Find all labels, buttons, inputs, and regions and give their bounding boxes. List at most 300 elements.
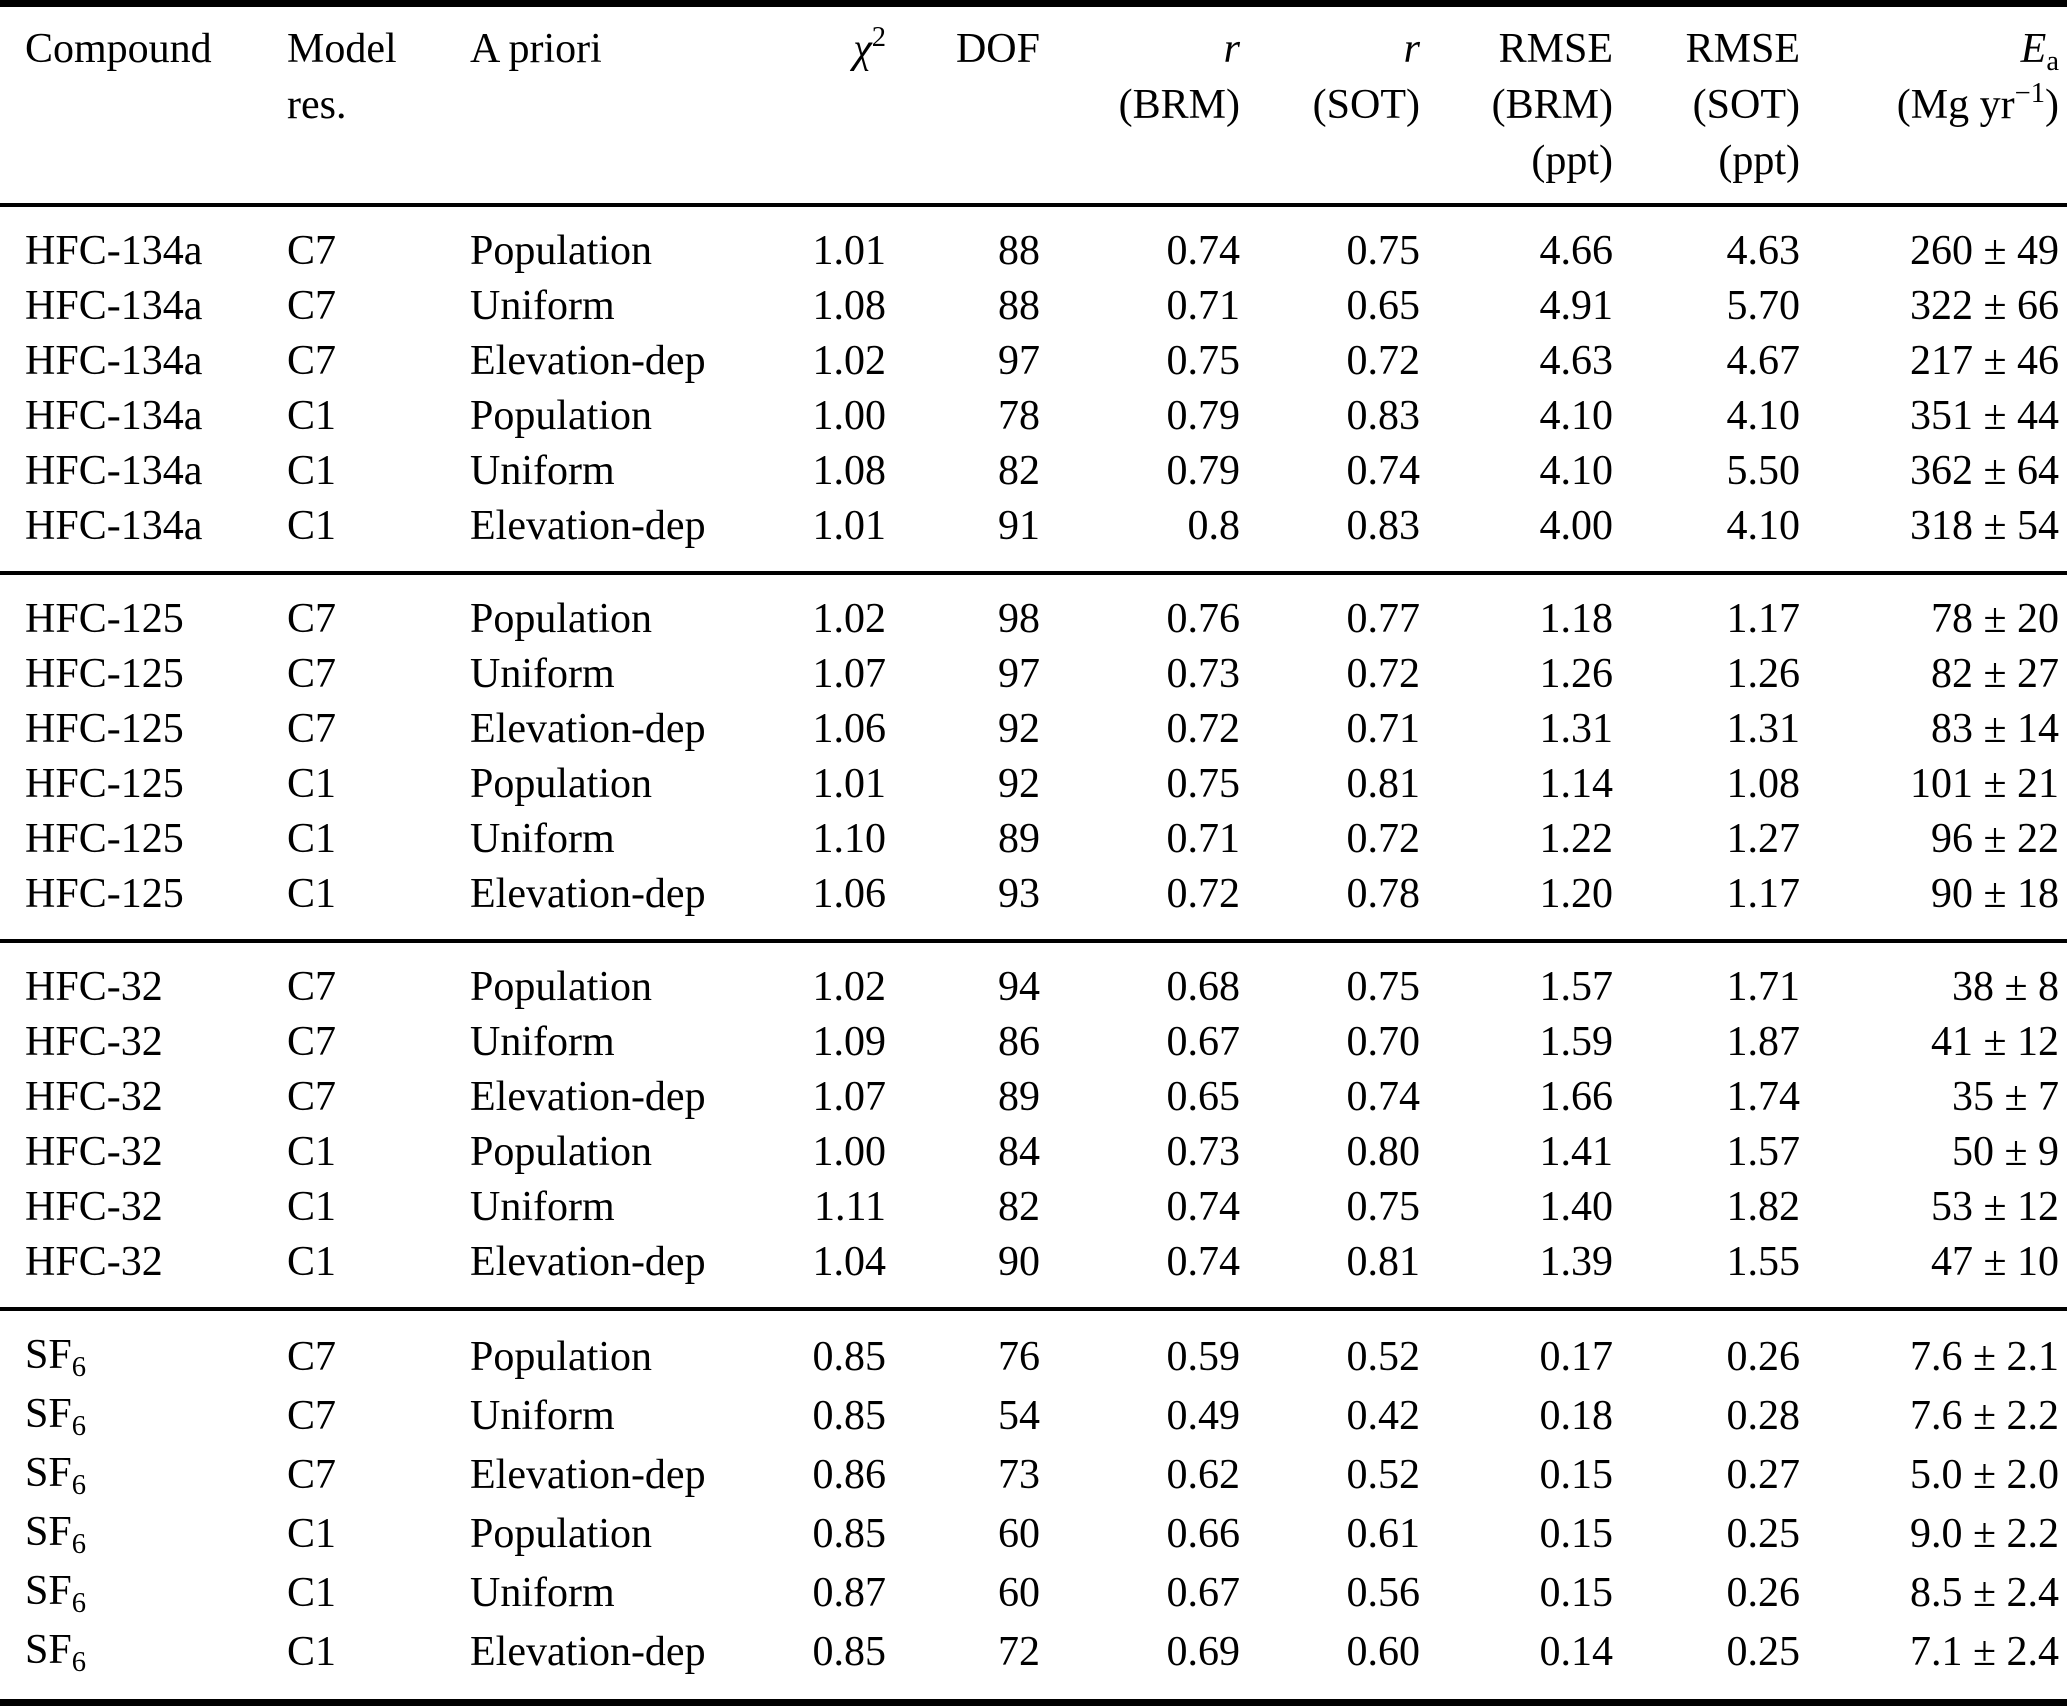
table-row [0,279,2067,334]
column-header-chi-squared [776,4,886,206]
cell-r-sot: 0.74 [1346,448,1420,494]
cell-r-sot: 0.65 [1346,283,1420,329]
cell-compound [0,941,287,1015]
cell-ea: 7.1 ± 2.4 [1909,1629,2059,1675]
cell-r-sot: 0.81 [1346,761,1420,807]
cell-rmse-sot: 4.67 [1726,338,1800,384]
cell-rmse-sot: 4.63 [1726,228,1800,274]
text-run: HFC-134a [25,448,203,494]
cell-r-brm: 0.74 [1166,1184,1240,1230]
cell-chi-squared: 1.07 [812,651,886,697]
cell-chi-squared: 1.02 [812,964,886,1010]
cell-chi-squared: 1.04 [812,1239,886,1285]
cell-rmse-brm: 1.26 [1539,651,1613,697]
cell-rmse-sot: 1.31 [1726,706,1800,752]
cell-r-brm: 0.66 [1166,1511,1240,1557]
cell-model-res: C1 [287,816,337,862]
cell-a-priori: Uniform [470,448,615,494]
cell-rmse-brm: 1.31 [1539,706,1613,752]
cell-rmse-brm: 1.39 [1539,1239,1613,1285]
text-run: RMSE [1685,26,1800,72]
table-row [0,573,2067,647]
text-run: HFC-32 [25,1239,163,1285]
cell-compound [0,1446,287,1505]
cell-a-priori: Population [470,393,653,439]
cell-model-res: C1 [287,1129,337,1175]
header-line [1420,21,1613,77]
text-run: res. [287,82,347,128]
cell-rmse-sot: 0.28 [1726,1393,1800,1439]
cell-model-res: C1 [287,1570,337,1616]
cell-ea: 83 ± 14 [1930,706,2059,752]
cell-rmse-sot: 4.10 [1726,393,1800,439]
cell-a-priori: Elevation-dep [470,1239,706,1285]
text-run: 6 [71,1469,86,1501]
cell-a-priori: Population [470,1511,653,1557]
cell-dof: 88 [998,283,1040,329]
header-line [1040,77,1240,133]
cell-ea: 82 ± 27 [1930,651,2059,697]
cell-ea: 41 ± 12 [1930,1019,2059,1065]
column-header-ea [1800,4,2067,206]
cell-model-res: C1 [287,871,337,917]
header-line [1420,133,1613,189]
cell-chi-squared: 1.00 [812,1129,886,1175]
text-run: (SOT) [1692,82,1800,128]
header-line [1613,77,1800,133]
cell-rmse-sot: 1.27 [1726,816,1800,862]
text-run: χ [853,26,872,72]
table-row [0,1235,2067,1309]
cell-r-brm: 0.69 [1166,1629,1240,1675]
cell-dof: 91 [998,503,1040,549]
cell-chi-squared: 0.85 [812,1629,886,1675]
cell-dof: 54 [998,1393,1040,1439]
cell-model-res: C7 [287,596,337,642]
cell-chi-squared: 0.85 [812,1393,886,1439]
column-header-a-priori [470,4,776,206]
cell-compound [0,647,287,702]
cell-model-res: C7 [287,338,337,384]
cell-compound [0,812,287,867]
cell-r-sot: 0.56 [1346,1570,1420,1616]
cell-rmse-brm: 1.41 [1539,1129,1613,1175]
header-line [25,21,287,77]
cell-model-res: C7 [287,1452,337,1498]
compound-group [0,205,2067,573]
cell-r-sot: 0.83 [1346,393,1420,439]
cell-compound [0,279,287,334]
cell-model-res: C1 [287,761,337,807]
cell-rmse-brm: 4.10 [1539,448,1613,494]
text-run: HFC-125 [25,816,184,862]
cell-ea: 7.6 ± 2.1 [1909,1334,2059,1380]
text-run: SF [25,1509,72,1555]
cell-chi-squared: 0.87 [812,1570,886,1616]
cell-dof: 86 [998,1019,1040,1065]
cell-ea: 101 ± 21 [1909,761,2059,807]
cell-ea: 217 ± 46 [1909,338,2059,384]
cell-rmse-brm: 4.91 [1539,283,1613,329]
cell-r-sot: 0.42 [1346,1393,1420,1439]
cell-ea: 90 ± 18 [1930,871,2059,917]
cell-a-priori: Elevation-dep [470,1074,706,1120]
header-line [1040,21,1240,77]
cell-r-brm: 0.71 [1166,816,1240,862]
cell-rmse-sot: 1.74 [1726,1074,1800,1120]
cell-r-brm: 0.67 [1166,1019,1240,1065]
table-row [0,647,2067,702]
text-run: SF [25,1450,72,1496]
table-row [0,941,2067,1015]
table-row [0,1387,2067,1446]
cell-dof: 84 [998,1129,1040,1175]
column-header-r-sot [1240,4,1420,206]
text-run: E [2020,26,2047,72]
cell-ea: 96 ± 22 [1930,816,2059,862]
cell-compound [0,205,287,279]
text-run: HFC-125 [25,706,184,752]
header-line [1613,21,1800,77]
cell-chi-squared: 1.01 [812,503,886,549]
cell-dof: 92 [998,761,1040,807]
header-line [470,21,776,77]
cell-dof: 97 [998,338,1040,384]
cell-compound [0,1180,287,1235]
cell-a-priori: Uniform [470,283,615,329]
cell-chi-squared: 1.02 [812,596,886,642]
text-run: SF [25,1568,72,1614]
cell-model-res: C1 [287,1511,337,1557]
text-run: HFC-134a [25,228,203,274]
table-row [0,1180,2067,1235]
cell-chi-squared: 0.86 [812,1452,886,1498]
cell-ea: 7.6 ± 2.2 [1909,1393,2059,1439]
cell-r-sot: 0.52 [1346,1334,1420,1380]
cell-compound [0,444,287,499]
cell-model-res: C1 [287,448,337,494]
column-header-dof [886,4,1040,206]
cell-r-brm: 0.73 [1166,1129,1240,1175]
text-run: a [2046,45,2059,77]
cell-dof: 94 [998,964,1040,1010]
text-run: SF [25,1391,72,1437]
cell-dof: 82 [998,448,1040,494]
cell-rmse-sot: 5.70 [1726,283,1800,329]
table-row [0,205,2067,279]
cell-rmse-sot: 1.57 [1726,1129,1800,1175]
header-line [1800,77,2059,133]
text-run: RMSE [1498,26,1613,72]
text-run: HFC-134a [25,338,203,384]
cell-chi-squared: 1.06 [812,871,886,917]
cell-chi-squared: 1.08 [812,283,886,329]
cell-dof: 76 [998,1334,1040,1380]
text-run: HFC-134a [25,283,203,329]
text-run: HFC-125 [25,651,184,697]
cell-compound [0,1623,287,1703]
header-line [776,21,886,77]
cell-ea: 78 ± 20 [1930,596,2059,642]
cell-dof: 82 [998,1184,1040,1230]
cell-dof: 89 [998,1074,1040,1120]
header-row [0,4,2067,206]
table-row [0,1070,2067,1125]
cell-a-priori: Uniform [470,1019,615,1065]
cell-chi-squared: 1.11 [814,1184,886,1230]
cell-compound [0,1070,287,1125]
cell-r-brm: 0.76 [1166,596,1240,642]
cell-rmse-brm: 4.00 [1539,503,1613,549]
cell-rmse-sot: 0.26 [1726,1570,1800,1616]
cell-r-sot: 0.72 [1346,338,1420,384]
cell-ea: 38 ± 8 [1951,964,2059,1010]
cell-r-brm: 0.74 [1166,228,1240,274]
text-run: 2 [871,22,886,54]
cell-r-sot: 0.52 [1346,1452,1420,1498]
cell-model-res: C1 [287,503,337,549]
text-run: (SOT) [1312,82,1420,128]
header-line [287,21,470,77]
cell-r-brm: 0.71 [1166,283,1240,329]
table-row [0,1446,2067,1505]
column-header-compound [0,4,287,206]
compound-group [0,1309,2067,1703]
cell-a-priori: Elevation-dep [470,338,706,384]
cell-r-brm: 0.68 [1166,964,1240,1010]
cell-dof: 89 [998,816,1040,862]
cell-ea: 318 ± 54 [1909,503,2059,549]
cell-r-sot: 0.60 [1346,1629,1420,1675]
cell-model-res: C7 [287,1334,337,1380]
cell-rmse-brm: 1.66 [1539,1074,1613,1120]
cell-r-brm: 0.65 [1166,1074,1240,1120]
cell-model-res: C1 [287,1239,337,1285]
text-run: (BRM) [1491,82,1613,128]
table-row [0,867,2067,941]
cell-rmse-brm: 1.20 [1539,871,1613,917]
cell-r-sot: 0.83 [1346,503,1420,549]
cell-ea: 5.0 ± 2.0 [1909,1452,2059,1498]
cell-dof: 93 [998,871,1040,917]
table-row [0,812,2067,867]
column-header-r-brm [1040,4,1240,206]
text-run: HFC-125 [25,596,184,642]
cell-ea: 50 ± 9 [1951,1129,2059,1175]
cell-a-priori: Population [470,596,653,642]
text-run: r [1223,26,1240,72]
cell-ea: 351 ± 44 [1909,393,2059,439]
cell-a-priori: Population [470,761,653,807]
cell-model-res: C7 [287,228,337,274]
text-run: HFC-32 [25,1074,163,1120]
cell-r-brm: 0.79 [1166,393,1240,439]
cell-rmse-sot: 0.25 [1726,1511,1800,1557]
cell-compound [0,1015,287,1070]
cell-rmse-brm: 1.57 [1539,964,1613,1010]
text-run: (Mg yr [1896,82,2015,128]
cell-chi-squared: 0.85 [812,1334,886,1380]
text-run: (ppt) [1531,138,1613,184]
cell-compound [0,389,287,444]
cell-dof: 88 [998,228,1040,274]
header-line [1420,77,1613,133]
cell-r-brm: 0.75 [1166,761,1240,807]
cell-dof: 73 [998,1452,1040,1498]
cell-compound [0,1505,287,1564]
cell-rmse-brm: 1.59 [1539,1019,1613,1065]
cell-compound [0,1387,287,1446]
cell-chi-squared: 1.06 [812,706,886,752]
cell-rmse-brm: 4.10 [1539,393,1613,439]
cell-compound [0,757,287,812]
cell-dof: 72 [998,1629,1040,1675]
cell-ea: 362 ± 64 [1909,448,2059,494]
cell-r-sot: 0.70 [1346,1019,1420,1065]
cell-ea: 35 ± 7 [1951,1074,2059,1120]
cell-rmse-brm: 0.14 [1539,1629,1613,1675]
cell-rmse-sot: 1.71 [1726,964,1800,1010]
cell-compound [0,702,287,757]
column-header-model-res [287,4,470,206]
cell-rmse-sot: 1.17 [1726,596,1800,642]
cell-a-priori: Elevation-dep [470,706,706,752]
cell-model-res: C7 [287,706,337,752]
cell-dof: 97 [998,651,1040,697]
cell-a-priori: Elevation-dep [470,1452,706,1498]
table-row [0,1125,2067,1180]
header-line [1240,77,1420,133]
table-row [0,444,2067,499]
text-run: 6 [71,1587,86,1619]
text-run: HFC-134a [25,393,203,439]
header-line [1613,133,1800,189]
text-run: HFC-134a [25,503,203,549]
cell-rmse-sot: 1.17 [1726,871,1800,917]
cell-ea: 8.5 ± 2.4 [1909,1570,2059,1616]
compound-group [0,941,2067,1309]
cell-model-res: C7 [287,1393,337,1439]
cell-ea: 260 ± 49 [1909,228,2059,274]
text-run: 6 [71,1410,86,1442]
text-run: HFC-32 [25,964,163,1010]
cell-model-res: C7 [287,1019,337,1065]
table-row [0,334,2067,389]
cell-rmse-sot: 0.25 [1726,1629,1800,1675]
cell-rmse-sot: 1.55 [1726,1239,1800,1285]
cell-r-brm: 0.72 [1166,706,1240,752]
column-header-rmse-sot [1613,4,1800,206]
cell-a-priori: Uniform [470,651,615,697]
cell-rmse-sot: 0.27 [1726,1452,1800,1498]
cell-model-res: C1 [287,1184,337,1230]
table-row [0,757,2067,812]
text-run: r [1403,26,1420,72]
cell-r-brm: 0.73 [1166,651,1240,697]
header-line [1800,21,2059,77]
cell-compound [0,334,287,389]
cell-chi-squared: 1.01 [812,761,886,807]
cell-r-sot: 0.61 [1346,1511,1420,1557]
text-run: A priori [470,26,602,72]
cell-model-res: C1 [287,393,337,439]
cell-a-priori: Population [470,1129,653,1175]
cell-rmse-sot: 1.82 [1726,1184,1800,1230]
header-line [886,21,1040,77]
cell-compound [0,573,287,647]
cell-rmse-sot: 4.10 [1726,503,1800,549]
cell-r-brm: 0.79 [1166,448,1240,494]
table-row [0,499,2067,573]
compound-group [0,573,2067,941]
cell-rmse-brm: 4.66 [1539,228,1613,274]
cell-r-sot: 0.74 [1346,1074,1420,1120]
cell-rmse-brm: 0.15 [1539,1511,1613,1557]
cell-a-priori: Elevation-dep [470,503,706,549]
cell-rmse-brm: 1.22 [1539,816,1613,862]
column-header-rmse-brm [1420,4,1613,206]
cell-a-priori: Uniform [470,1393,615,1439]
cell-a-priori: Uniform [470,1570,615,1616]
text-run: HFC-32 [25,1019,163,1065]
cell-compound [0,867,287,941]
cell-chi-squared: 1.07 [812,1074,886,1120]
cell-ea: 9.0 ± 2.2 [1909,1511,2059,1557]
cell-model-res: C7 [287,1074,337,1120]
cell-a-priori: Population [470,228,653,274]
cell-rmse-brm: 1.14 [1539,761,1613,807]
table-row [0,702,2067,757]
cell-rmse-sot: 1.26 [1726,651,1800,697]
cell-chi-squared: 0.85 [812,1511,886,1557]
cell-rmse-brm: 0.17 [1539,1334,1613,1380]
cell-r-sot: 0.78 [1346,871,1420,917]
text-run: Model [287,26,397,72]
cell-r-brm: 0.49 [1166,1393,1240,1439]
cell-chi-squared: 1.02 [812,338,886,384]
cell-chi-squared: 1.09 [812,1019,886,1065]
cell-r-brm: 0.75 [1166,338,1240,384]
text-run: 6 [71,1351,86,1383]
text-run: (BRM) [1118,82,1240,128]
cell-rmse-sot: 5.50 [1726,448,1800,494]
cell-r-sot: 0.75 [1346,964,1420,1010]
cell-r-brm: 0.67 [1166,1570,1240,1616]
cell-r-brm: 0.74 [1166,1239,1240,1285]
cell-compound [0,1309,287,1387]
text-run: SF [25,1332,72,1378]
table-row [0,1309,2067,1387]
cell-ea: 53 ± 12 [1930,1184,2059,1230]
cell-rmse-brm: 0.15 [1539,1452,1613,1498]
cell-r-sot: 0.80 [1346,1129,1420,1175]
cell-r-brm: 0.59 [1166,1334,1240,1380]
cell-a-priori: Population [470,1334,653,1380]
cell-model-res: C7 [287,964,337,1010]
cell-r-sot: 0.75 [1346,1184,1420,1230]
cell-rmse-sot: 0.26 [1726,1334,1800,1380]
cell-ea: 47 ± 10 [1930,1239,2059,1285]
text-run: DOF [955,26,1040,72]
cell-rmse-brm: 1.18 [1539,596,1613,642]
cell-r-brm: 0.62 [1166,1452,1240,1498]
cell-r-sot: 0.75 [1346,228,1420,274]
cell-compound [0,1125,287,1180]
cell-r-sot: 0.81 [1346,1239,1420,1285]
text-run: 6 [71,1646,86,1678]
cell-a-priori: Population [470,964,653,1010]
header-line [287,77,470,133]
